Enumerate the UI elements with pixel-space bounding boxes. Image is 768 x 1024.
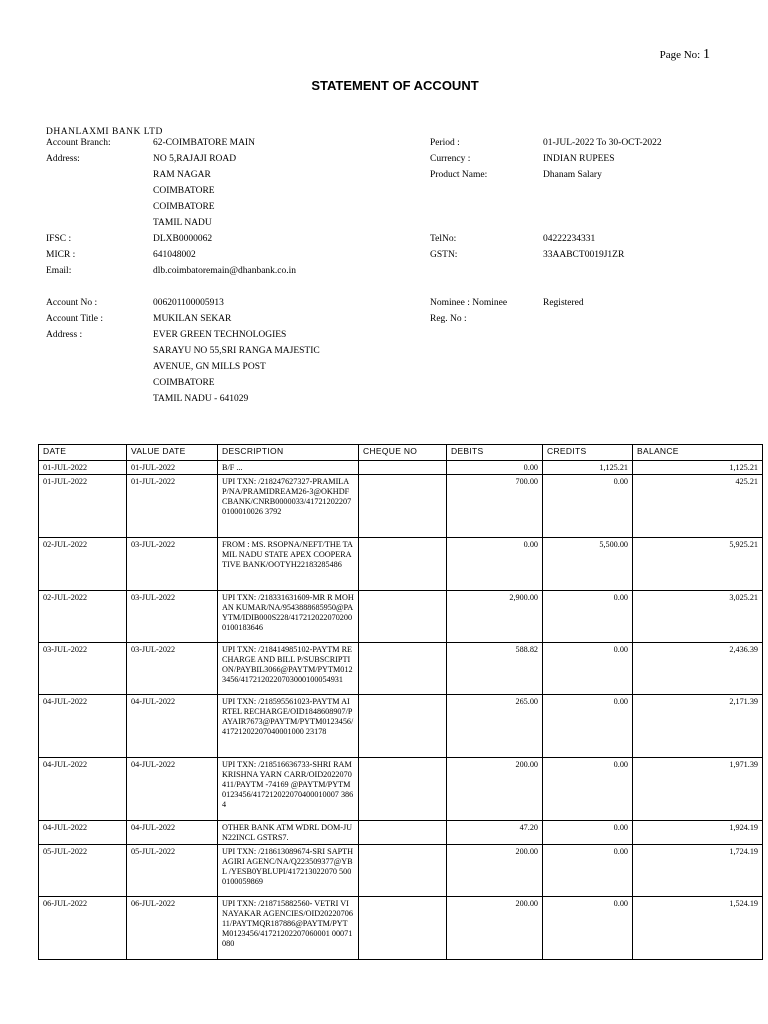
cell-cheque-no — [359, 845, 447, 897]
cell-date: 04-JUL-2022 — [39, 695, 127, 758]
cell-description: FROM : MS. RSOPNA/NEFT/THE TAMIL NADU STATE APEX COOPERATIVE BANK/OOTYH22183285486 — [218, 538, 359, 591]
cell-debit: 700.00 — [447, 475, 543, 538]
page-number — [660, 47, 710, 63]
cell-debit: 200.00 — [447, 897, 543, 960]
cell-value-date: 03-JUL-2022 — [127, 591, 218, 643]
cell-credit: 0.00 — [543, 758, 633, 821]
telno-label: TelNo: — [430, 234, 457, 244]
bank-address-line: NO 5,RAJAJI ROAD — [153, 154, 237, 164]
cell-cheque-no — [359, 461, 447, 475]
branch-value: 62-COIMBATORE MAIN — [153, 138, 255, 148]
cell-value-date: 04-JUL-2022 — [127, 758, 218, 821]
cell-description: B/F ... — [218, 461, 359, 475]
cell-description: OTHER BANK ATM WDRL DOM-JUN22INCL GSTRS7. — [218, 821, 359, 845]
ifsc-label: IFSC : — [46, 234, 72, 244]
micr-label: MICR : — [46, 250, 76, 260]
cell-balance: 1,971.39 — [633, 758, 763, 821]
cell-cheque-no — [359, 695, 447, 758]
cell-credit: 0.00 — [543, 897, 633, 960]
cell-balance: 3,025.21 — [633, 591, 763, 643]
table-row — [39, 821, 763, 845]
gstn-value: 33AABCT0019J1ZR — [543, 250, 625, 260]
account-title-value: MUKILAN SEKAR — [153, 314, 232, 324]
cell-date: 04-JUL-2022 — [39, 821, 127, 845]
cell-value-date: 05-JUL-2022 — [127, 845, 218, 897]
column-header-value-date: VALUE DATE — [127, 445, 218, 461]
cell-credit: 0.00 — [543, 643, 633, 695]
cell-credit: 0.00 — [543, 475, 633, 538]
account-title-label: Account Title : — [46, 314, 104, 324]
cell-credit: 0.00 — [543, 821, 633, 845]
page-number-value: 1 — [703, 47, 710, 62]
account-address-label: Address : — [46, 330, 83, 340]
cell-value-date: 04-JUL-2022 — [127, 821, 218, 845]
currency-value: INDIAN RUPEES — [543, 154, 615, 164]
cell-description: UPI TXN: /218715882560- VETRI VINAYAKAR AGENCIES/OID2022070611/PAYTMQR187886@PAYTM/PYTM0123456/41721202207060001 00071080 — [218, 897, 359, 960]
cell-balance: 5,925.21 — [633, 538, 763, 591]
account-no-label: Account No : — [46, 298, 98, 308]
cell-debit: 265.00 — [447, 695, 543, 758]
cell-cheque-no — [359, 538, 447, 591]
cell-balance: 1,524.19 — [633, 897, 763, 960]
branch-label: Account Branch: — [46, 138, 111, 148]
cell-description: UPI TXN: /218331631609-MR R MOHAN KUMAR/NA/9543888685950@PAYTM/IDIB000S228/4172120220702000100183646 — [218, 591, 359, 643]
cell-balance: 425.21 — [633, 475, 763, 538]
cell-debit: 588.82 — [447, 643, 543, 695]
cell-cheque-no — [359, 475, 447, 538]
bank-address-line: COIMBATORE — [153, 202, 215, 212]
cell-description: UPI TXN: /218516636733-SHRI RAMKRISHNA YARN CARR/OID2022070411/PAYTM -74169 @PAYTM/PYTM0123456/417212022070400010007 3864 — [218, 758, 359, 821]
nominee-label: Nominee : Nominee — [430, 298, 508, 308]
cell-debit: 200.00 — [447, 845, 543, 897]
regno-label: Reg. No : — [430, 314, 467, 324]
cell-date: 02-JUL-2022 — [39, 591, 127, 643]
column-header-credits: CREDITS — [543, 445, 633, 461]
column-header-date: DATE — [39, 445, 127, 461]
ifsc-value: DLXB0000062 — [153, 234, 213, 244]
cell-debit: 2,900.00 — [447, 591, 543, 643]
cell-date: 05-JUL-2022 — [39, 845, 127, 897]
transactions-table — [38, 444, 763, 960]
page-title: STATEMENT OF ACCOUNT — [311, 78, 479, 93]
cell-cheque-no — [359, 643, 447, 695]
cell-credit: 5,500.00 — [543, 538, 633, 591]
cell-description: UPI TXN: /218414985102-PAYTM RECHARGE AND BILL P/SUBSCRIPTION/PAYBIL3066@PAYTM/PYTM0123456/4172120220703000100054931 — [218, 643, 359, 695]
cell-debit: 0.00 — [447, 461, 543, 475]
cell-date: 04-JUL-2022 — [39, 758, 127, 821]
table-row — [39, 461, 763, 475]
cell-date: 02-JUL-2022 — [39, 538, 127, 591]
cell-debit: 200.00 — [447, 758, 543, 821]
micr-value: 641048002 — [153, 250, 196, 260]
table-row — [39, 897, 763, 960]
bank-address-line: RAM NAGAR — [153, 170, 211, 180]
cell-date: 06-JUL-2022 — [39, 897, 127, 960]
cell-value-date: 01-JUL-2022 — [127, 461, 218, 475]
table-row — [39, 475, 763, 538]
cell-date: 01-JUL-2022 — [39, 461, 127, 475]
cell-balance: 1,125.21 — [633, 461, 763, 475]
table-row — [39, 591, 763, 643]
account-address-line: EVER GREEN TECHNOLOGIES — [153, 330, 287, 340]
bank-address-line: TAMIL NADU — [153, 218, 212, 228]
product-label: Product Name: — [430, 170, 488, 180]
account-address-line: COIMBATORE — [153, 378, 215, 388]
cell-date: 03-JUL-2022 — [39, 643, 127, 695]
table-row — [39, 845, 763, 897]
cell-value-date: 06-JUL-2022 — [127, 897, 218, 960]
cell-cheque-no — [359, 897, 447, 960]
cell-value-date: 04-JUL-2022 — [127, 695, 218, 758]
cell-credit: 1,125.21 — [543, 461, 633, 475]
cell-value-date: 03-JUL-2022 — [127, 538, 218, 591]
column-header-cheque-no: CHEQUE NO — [359, 445, 447, 461]
bank-name: DHANLAXMI BANK LTD — [46, 127, 163, 137]
email-value: dlb.coimbatoremain@dhanbank.co.in — [153, 266, 297, 276]
table-row — [39, 538, 763, 591]
currency-label: Currency : — [430, 154, 471, 164]
column-header-debits: DEBITS — [447, 445, 543, 461]
account-address-line: SARAYU NO 55,SRI RANGA MAJESTIC — [153, 346, 320, 356]
table-header-row — [39, 445, 763, 461]
cell-date: 01-JUL-2022 — [39, 475, 127, 538]
cell-credit: 0.00 — [543, 695, 633, 758]
page-number-label: Page No: — [659, 49, 701, 61]
account-no-value: 006201100005913 — [153, 298, 224, 308]
cell-balance: 2,171.39 — [633, 695, 763, 758]
account-address-line: AVENUE, GN MILLS POST — [153, 362, 266, 372]
cell-description: UPI TXN: /218595561023-PAYTM AIRTEL RECHARGE/OID1848608907/PAYAIR7673@PAYTM/PYTM0123456/41721202207040001000 23178 — [218, 695, 359, 758]
cell-debit: 0.00 — [447, 538, 543, 591]
product-value: Dhanam Salary — [543, 170, 602, 180]
cell-balance: 1,924.19 — [633, 821, 763, 845]
cell-cheque-no — [359, 821, 447, 845]
cell-value-date: 01-JUL-2022 — [127, 475, 218, 538]
cell-description: UPI TXN: /218613089674-SRI SAPTHAGIRI AGENC/NA/Q223509377@YBL /YESB0YBLUPI/417213022070 5000100059869 — [218, 845, 359, 897]
telno-value: 04222234331 — [543, 234, 596, 244]
cell-value-date: 03-JUL-2022 — [127, 643, 218, 695]
table-row — [39, 643, 763, 695]
account-address-line: TAMIL NADU - 641029 — [153, 394, 249, 404]
column-header-balance: BALANCE — [633, 445, 763, 461]
cell-balance: 2,436.39 — [633, 643, 763, 695]
table-row — [39, 758, 763, 821]
nominee-value: Registered — [543, 298, 584, 308]
bank-address-label: Address: — [46, 154, 80, 164]
cell-debit: 47.20 — [447, 821, 543, 845]
column-header-description: DESCRIPTION — [218, 445, 359, 461]
cell-description: UPI TXN: /218247627327-PRAMILA P/NA/PRAMIDREAM26-3@OKHDFCBANK/CNRB0000033/417212022070100010026 3792 — [218, 475, 359, 538]
cell-balance: 1,724.19 — [633, 845, 763, 897]
cell-credit: 0.00 — [543, 845, 633, 897]
bank-address-line: COIMBATORE — [153, 186, 215, 196]
period-value: 01-JUL-2022 To 30-OCT-2022 — [543, 138, 662, 148]
email-label: Email: — [46, 266, 72, 276]
cell-credit: 0.00 — [543, 591, 633, 643]
table-row — [39, 695, 763, 758]
cell-cheque-no — [359, 758, 447, 821]
cell-cheque-no — [359, 591, 447, 643]
period-label: Period : — [430, 138, 460, 148]
gstn-label: GSTN: — [430, 250, 458, 260]
